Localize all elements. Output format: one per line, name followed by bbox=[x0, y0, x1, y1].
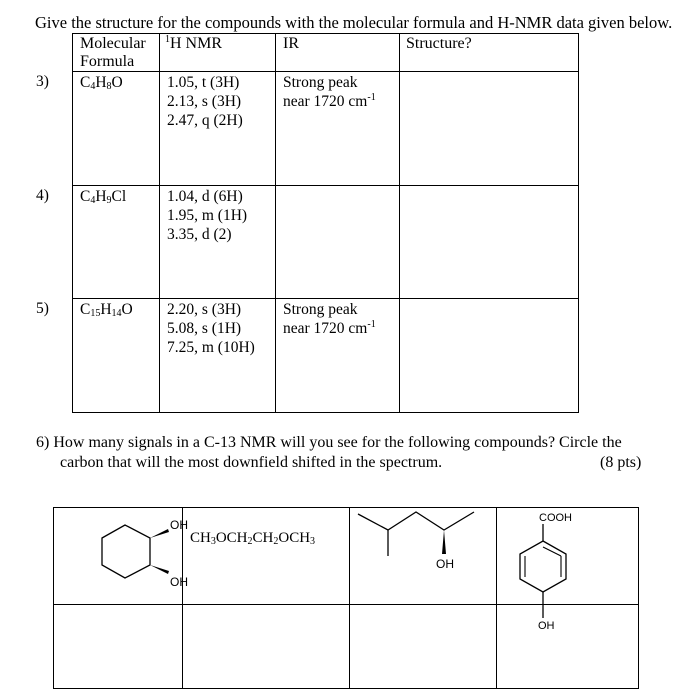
ir-data bbox=[283, 300, 376, 338]
ir-line: near 1720 $cm^{-1}$ bbox=[283, 319, 376, 337]
ir-line: Strong peak bbox=[283, 74, 358, 91]
structure-answer-cell[interactable] bbox=[400, 186, 578, 298]
oh-label: OH bbox=[170, 575, 188, 589]
header-formula-line2: Formula bbox=[80, 53, 135, 70]
answer-cell[interactable] bbox=[54, 605, 182, 688]
molecular-formula: $C_4H_8O$ bbox=[80, 74, 123, 92]
nmr-signal: 2.13, s (3H) bbox=[167, 93, 242, 110]
hydroxybenzoic-acid-structure bbox=[497, 508, 638, 604]
alcohol-structure bbox=[350, 508, 496, 604]
molecular-formula: $C_{15}H_{14}O$ bbox=[80, 301, 133, 319]
row-number: 3) bbox=[36, 73, 49, 90]
ir-line: near 1720 $cm^{-1}$ bbox=[283, 92, 376, 110]
oh-label: OH bbox=[538, 620, 555, 632]
hnmr-data bbox=[167, 187, 247, 244]
ir-data bbox=[283, 73, 376, 111]
nmr-signal: 1.95, m (1H) bbox=[167, 207, 248, 224]
nmr-signal: 1.05, t (3H) bbox=[167, 74, 240, 91]
header-hnmr-label: H NMR bbox=[170, 35, 223, 52]
structure-answer-cell[interactable] bbox=[400, 72, 578, 185]
answer-cell[interactable] bbox=[497, 636, 638, 688]
row-number: 5) bbox=[36, 300, 49, 317]
answer-cell[interactable] bbox=[183, 605, 349, 688]
dimethoxyethane-formula: $CH_3OCH_2CH_2OCH_3$ bbox=[190, 530, 316, 547]
question6-line1: 6) How many signals in a C-13 NMR will you see for the following compounds? Circle the bbox=[36, 434, 622, 451]
nmr-signal: 1.04, d (6H) bbox=[167, 188, 243, 205]
header-hnmr-sup: 1 bbox=[165, 34, 170, 45]
nmr-signal: 3.35, d (2) bbox=[167, 226, 232, 243]
benzene-ring bbox=[520, 541, 566, 592]
cyclohexanediol-structure bbox=[54, 508, 188, 604]
wedge-bond bbox=[150, 529, 169, 538]
oh-label: OH bbox=[170, 518, 188, 532]
molecular-formula: $C_4H_9Cl$ bbox=[80, 188, 127, 206]
cooh-label: COOH bbox=[539, 512, 572, 524]
nmr-signal: 5.08, s (1H) bbox=[167, 320, 242, 337]
structure-answer-cell[interactable] bbox=[400, 299, 578, 412]
header-hnmr bbox=[165, 35, 222, 53]
wedge-bond bbox=[442, 530, 446, 554]
nmr-signal: 7.25, m (10H) bbox=[167, 339, 255, 356]
answer-cell[interactable] bbox=[350, 605, 496, 688]
wedge-bond bbox=[150, 565, 169, 574]
benzene-inner-bond bbox=[543, 547, 561, 556]
nmr-signal: 2.20, s (3H) bbox=[167, 301, 242, 318]
header-structure: Structure? bbox=[406, 35, 472, 52]
hnmr-data bbox=[167, 300, 255, 357]
nmr-signal: 2.47, q (2H) bbox=[167, 112, 243, 129]
hnmr-data bbox=[167, 73, 243, 130]
oh-label: OH bbox=[436, 557, 454, 571]
cyclohexane-ring bbox=[102, 525, 150, 578]
header-formula-line1: Molecular bbox=[80, 35, 146, 52]
header-ir: IR bbox=[283, 35, 299, 52]
carbon-chain bbox=[358, 512, 474, 530]
ir-line: Strong peak bbox=[283, 301, 358, 318]
question6-points: (8 pts) bbox=[600, 454, 642, 471]
question6-line2: carbon that will the most downfield shifted in the spectrum. bbox=[60, 454, 443, 471]
row-number: 4) bbox=[36, 187, 49, 204]
instruction-text: Give the structure for the compounds with the molecular formula and H-NMR data given below. bbox=[35, 13, 673, 32]
